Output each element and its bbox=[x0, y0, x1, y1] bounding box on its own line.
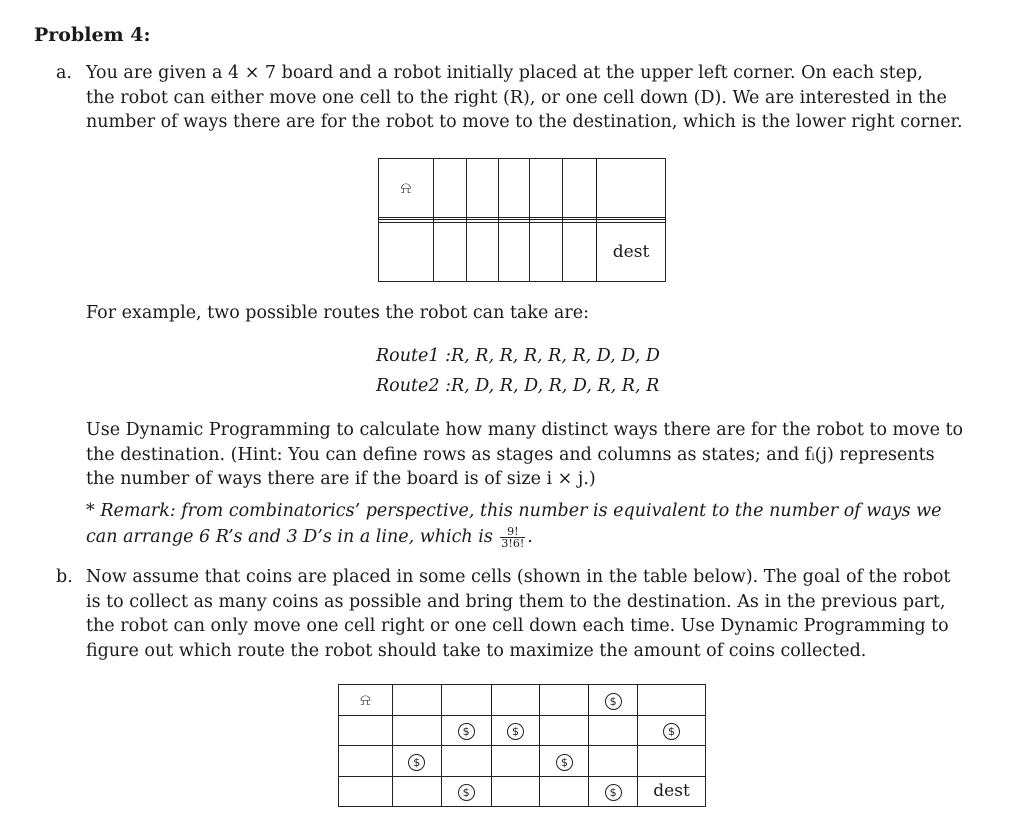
remark-period: . bbox=[527, 527, 533, 547]
coin-icon: $ bbox=[605, 693, 622, 710]
board-cell bbox=[466, 159, 498, 218]
text-line: the robot can either move one cell to the right (R), or one cell down (D). We are interested in the bbox=[86, 87, 947, 108]
board-cell bbox=[433, 159, 466, 218]
board-cell bbox=[433, 223, 466, 282]
board-cell bbox=[530, 159, 563, 218]
board-cell bbox=[563, 159, 597, 218]
board-cell bbox=[563, 223, 597, 282]
board-cell bbox=[491, 715, 540, 746]
board-cell bbox=[441, 715, 491, 746]
board-cell bbox=[466, 223, 498, 282]
board-cell bbox=[540, 746, 589, 777]
coin-icon: $ bbox=[458, 784, 475, 801]
coin-icon: $ bbox=[605, 784, 622, 801]
board-cell bbox=[441, 685, 491, 716]
fraction-numerator: 9! bbox=[500, 526, 525, 538]
fraction-denominator: 3!6! bbox=[501, 537, 525, 550]
text-line: Now assume that coins are placed in some cells (shown in the table below). The goal of the robot bbox=[86, 567, 951, 587]
robot-icon: ⍾ bbox=[360, 689, 371, 709]
remark-line: * Remark: from combinatorics’ perspective, this number is equivalent to the number of ways we bbox=[86, 501, 942, 521]
board-cell bbox=[597, 159, 666, 218]
board-cell bbox=[339, 746, 393, 777]
coin-icon: $ bbox=[458, 723, 475, 740]
board-cell bbox=[638, 746, 706, 777]
board-cell bbox=[491, 746, 540, 777]
dest-cell bbox=[638, 776, 706, 807]
board-cell bbox=[540, 685, 589, 716]
board-cell bbox=[540, 776, 589, 807]
board-cell bbox=[339, 776, 393, 807]
board-cell bbox=[638, 715, 706, 746]
dp-instructions bbox=[86, 418, 966, 492]
part-a-marker: a. bbox=[56, 63, 72, 83]
board-a bbox=[378, 158, 666, 282]
board-cell bbox=[339, 685, 393, 716]
text-line: Use Dynamic Programming to calculate how many distinct ways there are for the robot to move to bbox=[86, 420, 964, 440]
coin-icon: $ bbox=[507, 723, 524, 740]
coin-icon: $ bbox=[408, 754, 425, 771]
board-cell bbox=[339, 715, 393, 746]
board-cell bbox=[589, 685, 638, 716]
problem-heading: Problem 4: bbox=[34, 24, 151, 46]
board-cell bbox=[638, 685, 706, 716]
text-line: You are given a 4 × 7 board and a robot initially placed at the upper left corner. On each step, bbox=[86, 63, 923, 83]
example-text: For example, two possible routes the robot can take are: bbox=[86, 303, 589, 323]
dest-label: dest bbox=[653, 781, 690, 802]
fraction bbox=[500, 526, 525, 549]
board-cell bbox=[441, 746, 491, 777]
part-b-marker: b. bbox=[56, 567, 73, 587]
board-cell bbox=[589, 715, 638, 746]
board-cell bbox=[589, 746, 638, 777]
board-cell bbox=[392, 776, 441, 807]
board-cell bbox=[392, 746, 441, 777]
board-b bbox=[338, 684, 706, 807]
board-cell bbox=[379, 159, 434, 218]
route-2: Route2 :R, D, R, D, R, D, R, R, R bbox=[376, 376, 660, 396]
board-cell bbox=[498, 223, 530, 282]
route-1: Route1 :R, R, R, R, R, R, D, D, D bbox=[376, 346, 660, 366]
text-line: number of ways there are for the robot to move to the destination, which is the lower right corner. bbox=[86, 112, 963, 132]
board-cell bbox=[441, 776, 491, 807]
text-line: the robot can only move one cell right or one cell down each time. Use Dynamic Programming to bbox=[86, 616, 949, 636]
board-cell bbox=[379, 223, 434, 282]
remark-line bbox=[86, 524, 966, 550]
remark-text: can arrange 6 R’s and 3 D’s in a line, which is bbox=[86, 527, 493, 547]
board-cell bbox=[540, 715, 589, 746]
board-cell bbox=[491, 776, 540, 807]
text-line: figure out which route the robot should take to maximize the amount of coins collected. bbox=[86, 640, 867, 661]
text-line: the destination. (Hint: You can define rows as stages and columns as states; and fᵢ(j) represents bbox=[86, 444, 935, 465]
part-b-text bbox=[86, 565, 966, 663]
remark bbox=[86, 498, 966, 550]
dest-cell: dest bbox=[597, 223, 666, 282]
text-line: the number of ways there are if the board is of size i × j.) bbox=[86, 469, 596, 489]
coin-icon: $ bbox=[556, 754, 573, 771]
board-cell bbox=[589, 776, 638, 807]
board-cell bbox=[392, 715, 441, 746]
board-cell bbox=[530, 223, 563, 282]
board-cell bbox=[498, 159, 530, 218]
part-a-intro bbox=[86, 61, 966, 135]
coin-icon: $ bbox=[663, 723, 680, 740]
robot-icon: ⍾ bbox=[400, 177, 412, 197]
text-line: is to collect as many coins as possible and bring them to the destination. As in the previous part, bbox=[86, 591, 946, 612]
board-cell bbox=[491, 685, 540, 716]
board-cell bbox=[392, 685, 441, 716]
